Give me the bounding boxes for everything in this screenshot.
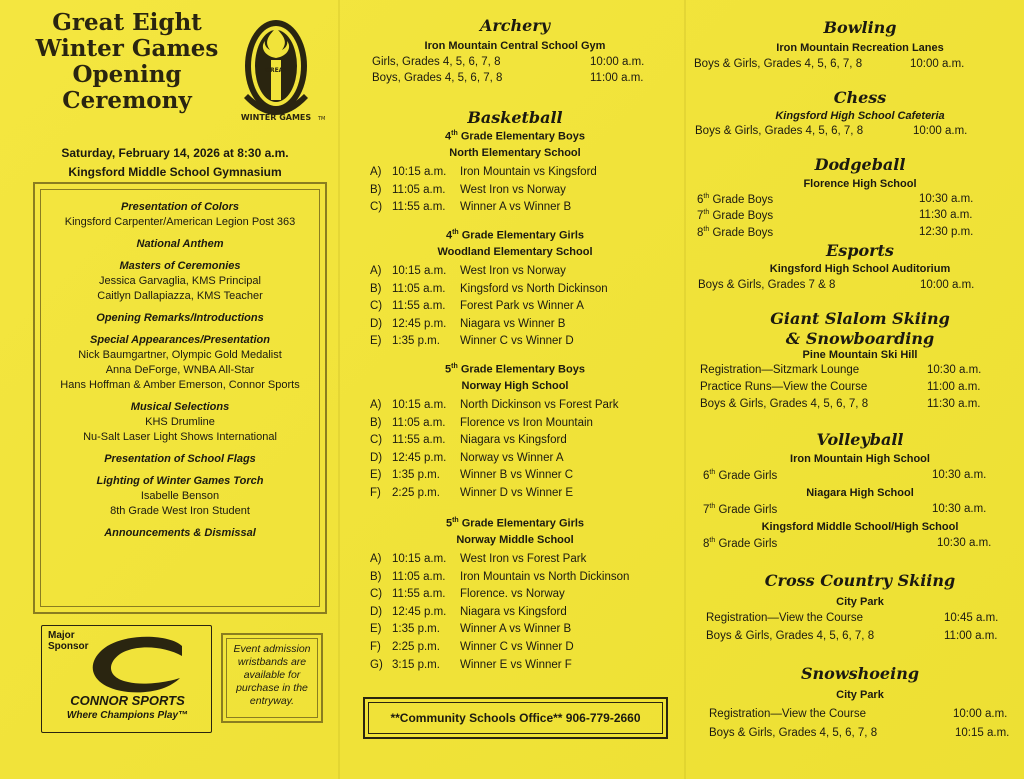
bowling-venue: Iron Mountain Recreation Lanes bbox=[776, 42, 944, 54]
archery-venue: Iron Mountain Central School Gym bbox=[424, 40, 606, 52]
basketball-grade-heading: 4th Grade Elementary Boys bbox=[445, 130, 585, 143]
volleyball-venue: Niagara High School bbox=[806, 487, 914, 499]
event-date: Saturday, February 14, 2026 at 8:30 a.m. bbox=[61, 146, 289, 160]
admission-note: Event admission wristbands are available for purchase in the entryway. bbox=[226, 638, 318, 718]
basketball-venue: North Elementary School bbox=[449, 147, 581, 159]
program-heading: Masters of Ceremonies bbox=[119, 260, 241, 272]
office-note-box bbox=[363, 697, 668, 739]
logo-word: WINTER GAMES bbox=[240, 113, 312, 122]
program-line: Caitlyn Dallapiazza, KMS Teacher bbox=[97, 290, 263, 302]
basketball-venue: Norway Middle School bbox=[456, 534, 574, 546]
chess-venue: Kingsford High School Cafeteria bbox=[775, 110, 945, 122]
basketball-title: Basketball bbox=[467, 108, 563, 127]
esports-venue: Kingsford High School Auditorium bbox=[769, 263, 951, 275]
program-line: Hans Hoffman & Amber Emerson, Connor Sports bbox=[60, 379, 300, 391]
basketball-venue: Woodland Elementary School bbox=[437, 246, 593, 258]
program-line: Anna DeForge, WNBA All-Star bbox=[105, 364, 255, 376]
program-heading: Announcements & Dismissal bbox=[104, 527, 256, 539]
giant-slalom-title: Giant Slalom Skiing & Snowboarding bbox=[770, 309, 950, 348]
cross-country-venue: City Park bbox=[836, 596, 884, 608]
volleyball-venue: Kingsford Middle School/High School bbox=[761, 521, 959, 533]
program-line: Nick Baumgartner, Olympic Gold Medalist bbox=[78, 349, 282, 361]
logo-word: GREAT bbox=[265, 67, 287, 74]
program-box bbox=[33, 182, 327, 614]
giant-slalom-venue: Pine Mountain Ski Hill bbox=[802, 349, 918, 361]
dodgeball-title: Dodgeball bbox=[814, 155, 906, 174]
logo-trademark: TM bbox=[318, 116, 326, 122]
sponsor-tagline: Where Champions Play™ bbox=[66, 710, 189, 721]
program-list bbox=[40, 189, 320, 607]
chess-title: Chess bbox=[833, 88, 887, 107]
basketball-grade-heading: 4th Grade Elementary Girls bbox=[445, 229, 585, 242]
program-line: Isabelle Benson bbox=[140, 490, 220, 502]
program-line: 8th Grade West Iron Student bbox=[110, 505, 250, 517]
cross-country-title: Cross Country Skiing bbox=[764, 571, 956, 590]
esports-title: Esports bbox=[826, 241, 894, 260]
program-heading: National Anthem bbox=[136, 238, 224, 250]
fold-line bbox=[338, 0, 340, 779]
volleyball-venue: Iron Mountain High School bbox=[790, 453, 930, 465]
sponsor-box bbox=[41, 625, 212, 733]
program-heading: Opening Remarks/Introductions bbox=[96, 312, 264, 324]
program-heading: Presentation of Colors bbox=[121, 201, 239, 213]
sponsor-label: Major Sponsor bbox=[48, 630, 89, 652]
basketball-grade-heading: 5th Grade Elementary Girls bbox=[445, 517, 585, 530]
program-heading: Presentation of School Flags bbox=[104, 453, 256, 465]
sponsor-name: CONNOR SPORTS bbox=[70, 693, 185, 708]
event-venue: Kingsford Middle School Gymnasium bbox=[68, 165, 282, 179]
admission-note-box bbox=[221, 633, 323, 723]
snowshoeing-venue: City Park bbox=[836, 689, 884, 701]
archery-title: Archery bbox=[479, 16, 551, 35]
program-heading: Special Appearances/Presentation bbox=[90, 334, 270, 346]
dodgeball-venue: Florence High School bbox=[803, 178, 917, 190]
program-heading: Lighting of Winter Games Torch bbox=[96, 475, 264, 487]
program-line: KHS Drumline bbox=[145, 416, 215, 428]
program-heading: Musical Selections bbox=[130, 401, 230, 413]
bowling-title: Bowling bbox=[823, 18, 897, 37]
page-title: Great Eight Winter Games Opening Ceremony bbox=[35, 9, 219, 114]
volleyball-title: Volleyball bbox=[816, 430, 904, 449]
basketball-grade-heading: 5th Grade Elementary Boys bbox=[445, 363, 585, 376]
winter-games-logo bbox=[238, 14, 330, 132]
program-line: Nu-Salt Laser Light Shows International bbox=[83, 431, 277, 443]
connor-sports-c-logo bbox=[82, 632, 192, 698]
fold-line bbox=[684, 0, 686, 779]
basketball-venue: Norway High School bbox=[461, 380, 569, 392]
program-line: Kingsford Carpenter/American Legion Post 363 bbox=[64, 216, 296, 228]
snowshoeing-title: Snowshoeing bbox=[800, 664, 920, 683]
program-line: Jessica Garvaglia, KMS Principal bbox=[98, 275, 261, 287]
office-phone: **Community Schools Office** 906-779-2660 bbox=[368, 702, 663, 734]
